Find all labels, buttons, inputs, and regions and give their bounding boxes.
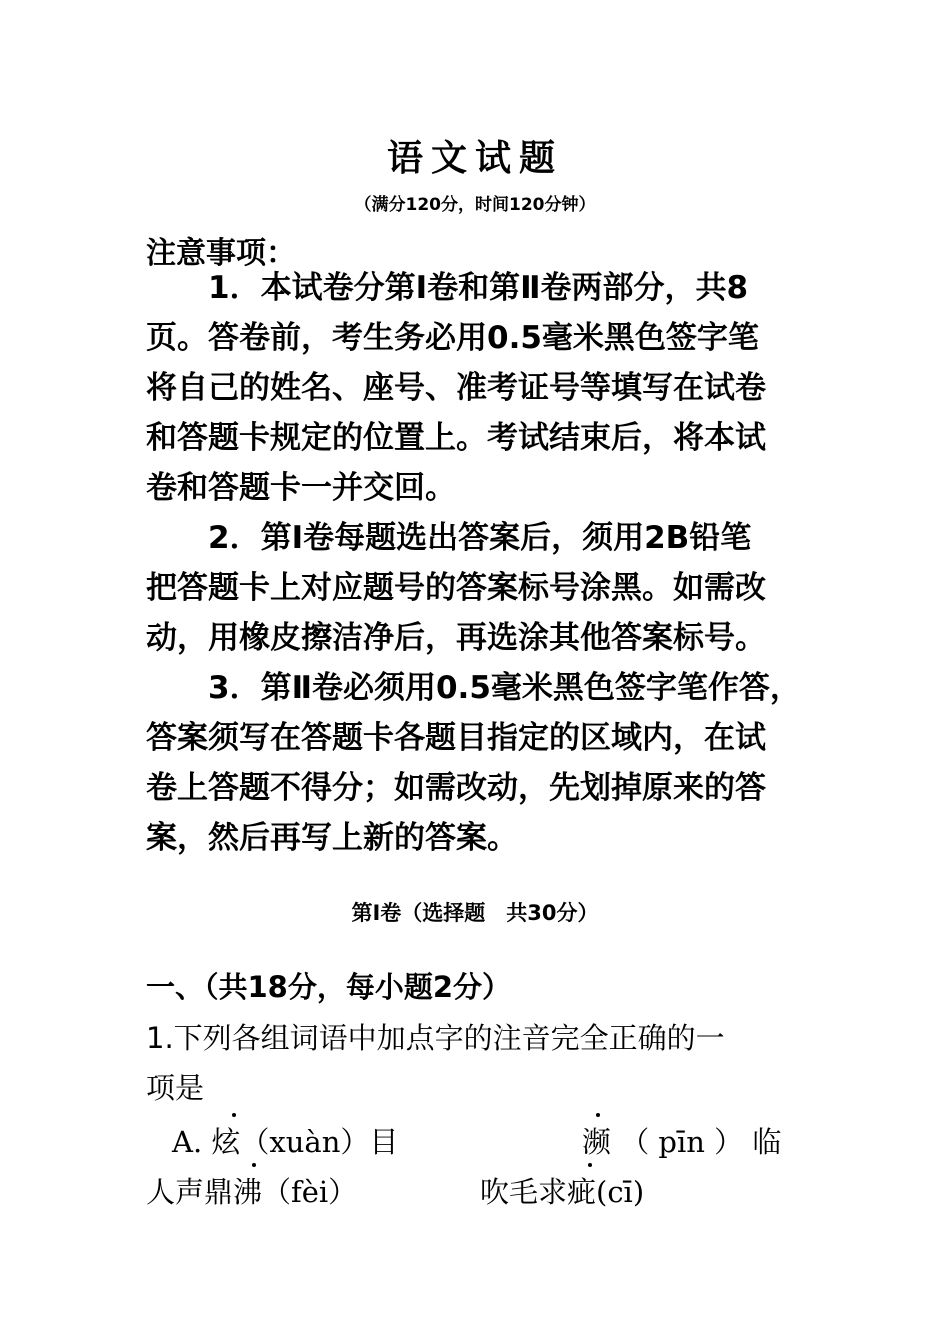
notice-line: 案，然后再写上新的答案。	[146, 820, 518, 856]
option-a-item: 人声鼎沸（fèi）	[146, 1175, 358, 1209]
exam-title: 语文试题	[386, 138, 563, 179]
notice-line: 卷和答题卡一并交回。	[146, 470, 456, 506]
notice-heading: 注意事项：	[146, 236, 296, 271]
notice-line: 1．本试卷分第Ⅰ卷和第Ⅱ卷两部分，共8	[146, 270, 749, 306]
part-one-heading: 一、（共18分，每小题2分）	[146, 970, 512, 1004]
emphasis-dot	[252, 1163, 256, 1167]
question-stem: 项是	[146, 1071, 205, 1105]
option-a-item: A. 炫（xuàn）目	[172, 1125, 399, 1159]
option-a-item: 濒 （ pīn ） 临	[582, 1125, 782, 1159]
notice-line: 将自己的姓名、座号、准考证号等填写在试卷	[146, 370, 766, 406]
section-title: 第Ⅰ卷（选择题 共30分）	[351, 901, 599, 925]
emphasis-dot	[588, 1163, 592, 1167]
question-stem: 1.下列各组词语中加点字的注音完全正确的一	[146, 1021, 725, 1055]
notice-line: 动，用橡皮擦洁净后，再选涂其他答案标号。	[146, 620, 766, 656]
notice-line: 卷上答题不得分；如需改动，先划掉原来的答	[146, 770, 766, 806]
notice-line: 答案须写在答题卡各题目指定的区域内，在试	[146, 720, 766, 756]
notice-line: 页。答卷前，考生务必用0.5毫米黑色签字笔	[146, 320, 759, 356]
option-a-item: 吹毛求疵(cī)	[480, 1175, 645, 1209]
emphasis-dot	[232, 1113, 236, 1117]
notice-line: 把答题卡上对应题号的答案标号涂黑。如需改	[146, 570, 766, 606]
exam-subtitle: （满分120分，时间120分钟）	[354, 195, 596, 215]
notice-line: 和答题卡规定的位置上。考试结束后，将本试	[146, 420, 766, 456]
emphasis-dot	[596, 1113, 600, 1117]
notice-line: 2．第Ⅰ卷每题选出答案后，须用2B铅笔	[146, 520, 752, 556]
notice-line: 3．第Ⅱ卷必须用0.5毫米黑色签字笔作答，	[146, 670, 801, 706]
